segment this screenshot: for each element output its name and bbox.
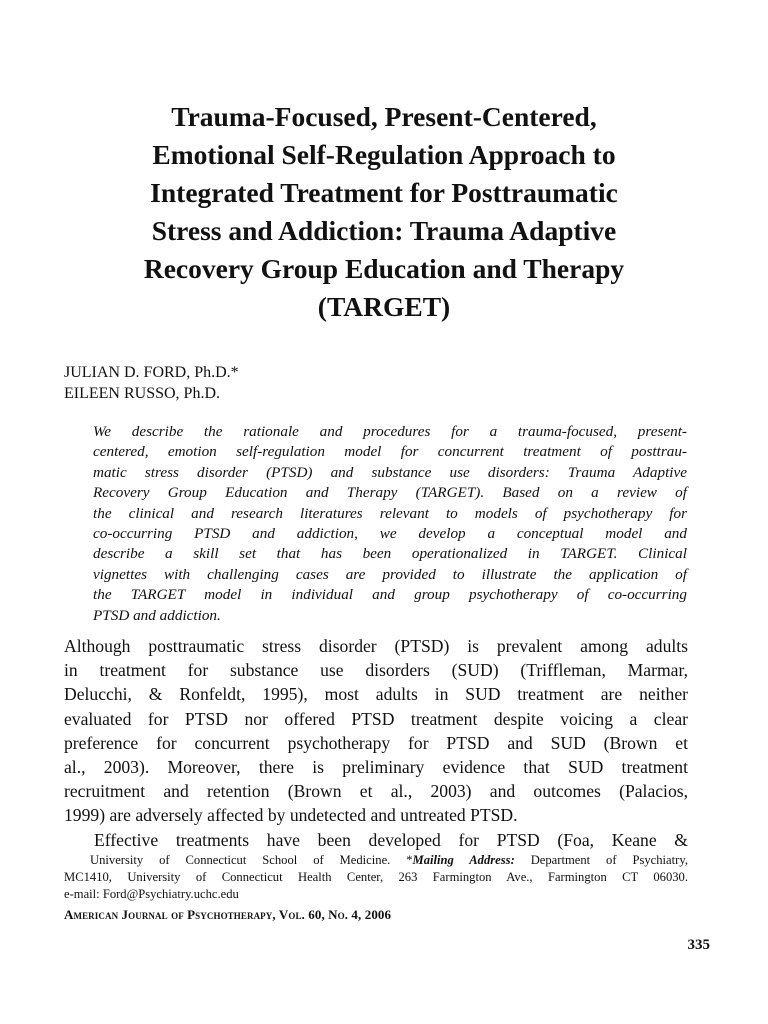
abstract bbox=[93, 422, 687, 626]
abstract-line: Recovery Group Education and Therapy (TARGET). Based on a review of bbox=[93, 484, 687, 502]
author-list bbox=[64, 362, 239, 404]
article-title bbox=[60, 98, 708, 326]
footnote-email: e-mail: Ford@Psychiatry.uchc.edu bbox=[64, 887, 239, 901]
abstract-line: centered, emotion self-regulation model for concurrent treatment of posttrau- bbox=[93, 443, 687, 461]
abstract-line: the TARGET model in individual and group psychotherapy of co-occurring bbox=[93, 586, 687, 604]
abstract-line: describe a skill set that has been operationalized in TARGET. Clinical bbox=[93, 545, 687, 563]
body-line: Delucchi, & Ronfeldt, 1995), most adults in SUD treatment are neither bbox=[64, 684, 688, 705]
title-line: Trauma-Focused, Present-Centered, bbox=[171, 101, 597, 132]
abstract-line: vignettes with challenging cases are provided to illustrate the application of bbox=[93, 565, 687, 583]
body-paragraph bbox=[64, 634, 688, 852]
author-name: JULIAN D. FORD, Ph.D.* bbox=[64, 364, 239, 381]
journal-citation: American Journal of Psychotherapy, Vol. 60, No. 4, 2006 bbox=[64, 907, 392, 922]
author-footnote bbox=[64, 852, 688, 903]
abstract-line: PTSD and addiction. bbox=[93, 606, 221, 624]
body-line: Although posttraumatic stress disorder (PTSD) is prevalent among adults bbox=[64, 636, 688, 656]
body-line: Effective treatments have been developed for PTSD (Foa, Keane & bbox=[94, 829, 688, 850]
body-line: al., 2003). Moreover, there is preliminary evidence that SUD treatment bbox=[64, 757, 688, 778]
body-line: preference for concurrent psychotherapy for PTSD and SUD (Brown et bbox=[64, 732, 688, 753]
body-line: recruitment and retention (Brown et al., 2003) and outcomes (Palacios, bbox=[64, 781, 688, 802]
footnote-department: Department of Psychiatry, bbox=[514, 853, 688, 867]
title-line: Emotional Self-Regulation Approach to bbox=[152, 139, 616, 170]
title-line: Stress and Addiction: Trauma Adaptive bbox=[151, 215, 617, 246]
abstract-line: co-occurring PTSD and addiction, we develop a conceptual model and bbox=[93, 525, 687, 543]
author-name: EILEEN RUSSO, Ph.D. bbox=[64, 385, 221, 402]
title-line: (TARGET) bbox=[317, 291, 451, 322]
footnote-line: MC1410, University of Connecticut Health Center, 263 Farmington Ave., Farmington CT 06030. bbox=[64, 870, 688, 884]
abstract-line: the clinical and research literatures relevant to models of psychotherapy for bbox=[93, 504, 687, 522]
title-line: Integrated Treatment for Posttraumatic bbox=[150, 177, 618, 208]
footnote-line bbox=[64, 852, 688, 869]
page-number: 335 bbox=[687, 937, 710, 953]
body-line: in treatment for substance use disorders (SUD) (Triffleman, Marmar, bbox=[64, 660, 688, 681]
mailing-address-label: Mailing Address: bbox=[412, 853, 515, 867]
body-line: evaluated for PTSD nor offered PTSD treatment despite voicing a clear bbox=[64, 708, 688, 729]
abstract-line: matic stress disorder (PTSD) and substance use disorders: Trauma Adaptive bbox=[93, 463, 687, 481]
body-line: 1999) are adversely affected by undetected and untreated PTSD. bbox=[64, 805, 518, 826]
title-line: Recovery Group Education and Therapy bbox=[143, 253, 625, 284]
footnote-affiliation: University of Connecticut School of Medicine. * bbox=[90, 853, 413, 867]
abstract-line: We describe the rationale and procedures for a trauma-focused, present- bbox=[93, 423, 687, 440]
